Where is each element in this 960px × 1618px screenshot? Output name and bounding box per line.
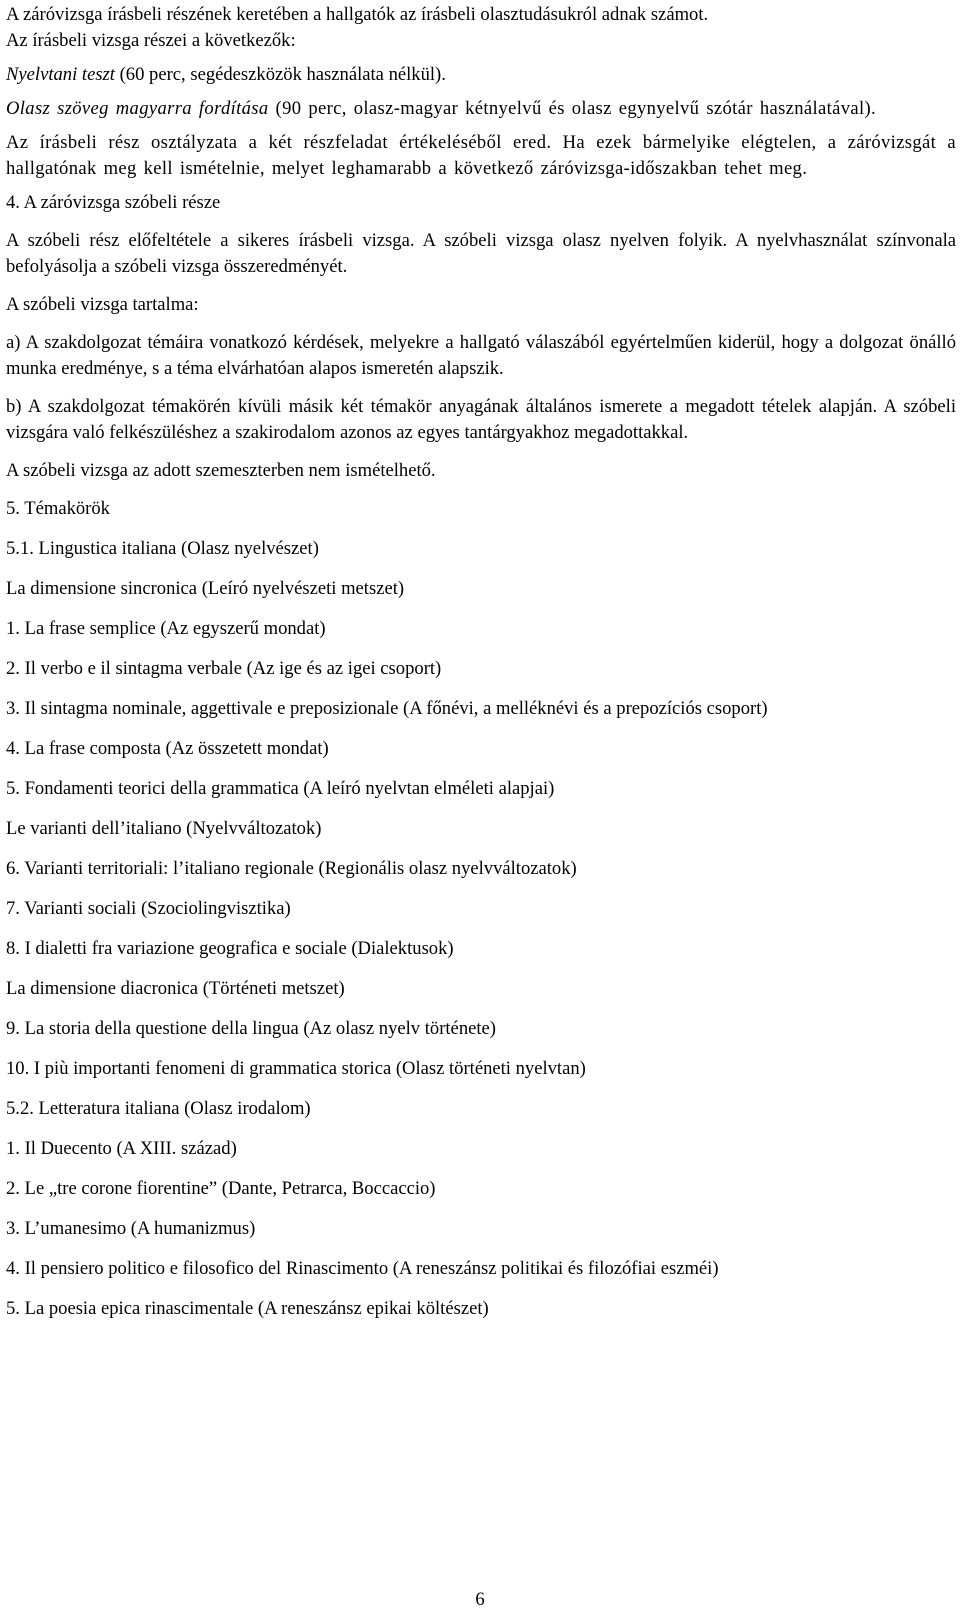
oral-exam-prerequisite: A szóbeli rész előfeltétele a sikeres írásbeli vizsga. A szóbeli vizsga olasz nyelven folyik. A nyelvhasználat színvonala befolyásolja a szóbeli vizsga összeredményét. [6, 230, 956, 277]
topic-line: 4. Il pensiero politico e filosofico del Rinascimento (A reneszánsz politikai és filozófiai eszméi) [6, 1258, 719, 1279]
topics-heading: 5. Témakörök [6, 498, 110, 519]
written-exam-parts-label: Az írásbeli vizsga részei a következők: [6, 30, 296, 51]
topic-line: 6. Varianti territoriali: l’italiano regionale (Regionális olasz nyelvváltozatok) [6, 858, 577, 879]
oral-exam-heading: 4. A záróvizsga szóbeli része [6, 192, 221, 213]
written-part-grammar-test [6, 62, 956, 88]
topic-line: La dimensione diacronica (Történeti metszet) [6, 978, 345, 999]
topic-line: 7. Varianti sociali (Szociolingvisztika) [6, 898, 291, 919]
topic-line: 8. I dialetti fra variazione geografica e sociale (Dialektusok) [6, 938, 454, 959]
topic-line: 2. Le „tre corone fiorentine” (Dante, Petrarca, Boccaccio) [6, 1178, 436, 1199]
topic-line: La dimensione sincronica (Leíró nyelvészeti metszet) [6, 578, 405, 599]
written-exam-intro: A záróvizsga írásbeli részének keretében a hallgatók az írásbeli olasztudásukról adnak számot. [6, 4, 709, 25]
grammar-test-title: Nyelvtani teszt [6, 64, 115, 85]
topic-line: 3. L’umanesimo (A humanizmus) [6, 1218, 256, 1239]
grammar-test-details: (60 perc, segédeszközök használata nélkül). [114, 64, 446, 85]
topic-line: 10. I più importanti fenomeni di grammatica storica (Olasz történeti nyelvtan) [6, 1058, 586, 1079]
topic-line: 5.2. Letteratura italiana (Olasz irodalom) [6, 1098, 311, 1119]
oral-exam-content-label: A szóbeli vizsga tartalma: [6, 294, 199, 315]
topic-line: 1. La frase semplice (Az egyszerű mondat) [6, 618, 326, 639]
oral-exam-item-a: a) A szakdolgozat témáira vonatkozó kérdések, melyekre a hallgató válaszából egyértelműen kiderül, hogy a dolgozat önálló munka eredménye, s a téma elvárhatóan alapos ismeretén alapszik. [6, 332, 956, 379]
written-exam-grading: Az írásbeli rész osztályzata a két részfeladat értékeléséből ered. Ha ezek bármelyike elégtelen, a záróvizsgát a hallgatónak meg kell ismételnie, melyet leghamarabb a következő záróvizsga-időszakban tehet meg. [6, 132, 956, 179]
topic-line: 2. Il verbo e il sintagma verbale (Az ige és az igei csoport) [6, 658, 442, 679]
topic-line: 5. Fondamenti teorici della grammatica (A leíró nyelvtan elméleti alapjai) [6, 778, 555, 799]
topic-line: 4. La frase composta (Az összetett mondat) [6, 738, 329, 759]
translation-title: Olasz szöveg magyarra fordítása [6, 98, 269, 119]
topic-line: 1. Il Duecento (A XIII. század) [6, 1138, 237, 1159]
translation-details: (90 perc, olasz-magyar kétnyelvű és olasz egynyelvű szótár használatával). [268, 98, 877, 119]
topic-line: 5. La poesia epica rinascimentale (A reneszánsz epikai költészet) [6, 1298, 489, 1319]
oral-exam-no-repeat: A szóbeli vizsga az adott szemeszterben nem ismételhető. [6, 460, 436, 481]
topic-line: 3. Il sintagma nominale, aggettivale e preposizionale (A főnévi, a melléknévi és a prepozíciós csoport) [6, 698, 768, 719]
written-part-translation [6, 96, 956, 122]
oral-exam-item-b: b) A szakdolgozat témakörén kívüli másik két témakör anyagának általános ismerete a megadott tételek alapján. A szóbeli vizsgára való felkészüléshez a szakirodalom azonos az egyes tantárgyakhoz megadottakkal. [6, 396, 956, 443]
topic-line: 5.1. Lingustica italiana (Olasz nyelvészet) [6, 538, 319, 559]
document-body [6, 2, 956, 1322]
topic-line: Le varianti dell’italiano (Nyelvváltozatok) [6, 818, 322, 839]
topic-line: 9. La storia della questione della lingua (Az olasz nyelv története) [6, 1018, 496, 1039]
page-number: 6 [475, 1589, 485, 1610]
